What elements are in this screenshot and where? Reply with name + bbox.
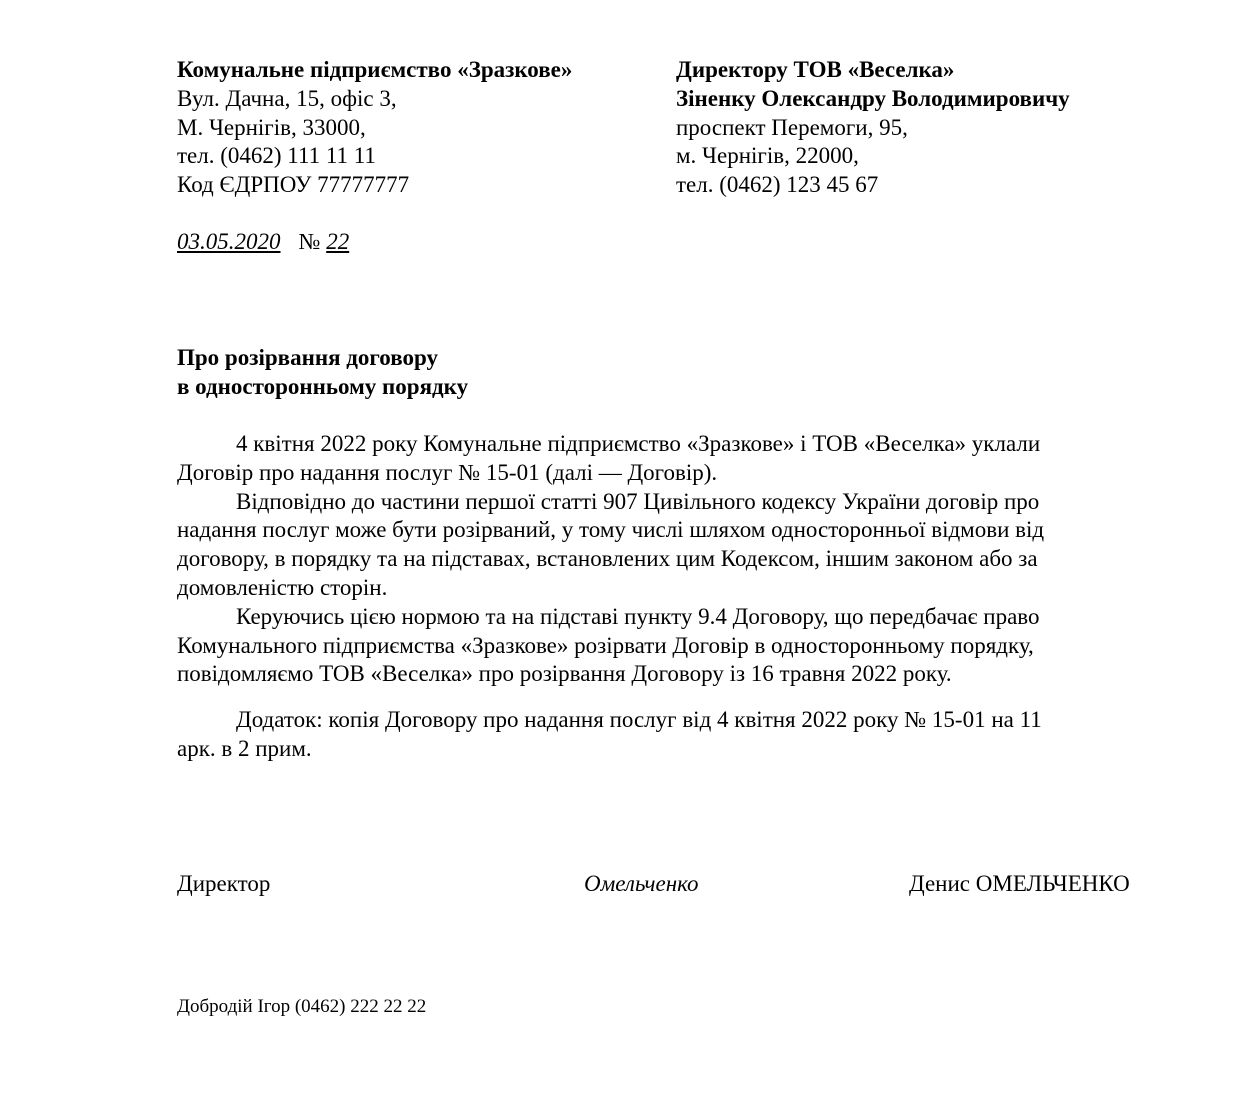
registration-number-sign: № xyxy=(298,229,321,254)
registration-number: 22 xyxy=(326,229,350,254)
sender-phone: тел. (0462) 111 11 11 xyxy=(177,143,376,169)
subject-line-2: в односторонньому порядку xyxy=(177,373,469,399)
signatory-position: Директор xyxy=(177,871,271,896)
paragraph-2-line-4: домовленістю сторін. xyxy=(177,574,388,600)
registration-line xyxy=(177,228,349,257)
subject-line-1: Про розірвання договору xyxy=(177,345,438,370)
paragraph-2-line-1: Відповідно до частини першої статті 907 Цивільного кодексу України договір про xyxy=(236,488,1040,514)
sender-code: Код ЄДРПОУ 77777777 xyxy=(177,172,410,198)
recipient-street: проспект Перемоги, 95, xyxy=(676,114,908,140)
paragraph-2-line-2: надання послуг може бути розірваний, у тому числі шляхом односторонньої відмови від xyxy=(177,517,1045,543)
recipient-position: Директору ТОВ «Веселка» xyxy=(676,57,955,82)
attachment-line-2: арк. в 2 прим. xyxy=(177,735,312,761)
paragraph-3-line-1: Керуючись цією нормою та на підставі пункту 9.4 Договору, що передбачає право xyxy=(236,603,1040,629)
sender-city: М. Чернігів, 33000, xyxy=(177,114,366,140)
paragraph-spacer xyxy=(177,689,1137,706)
executor-note: Добродій Ігор (0462) 222 22 22 xyxy=(177,996,427,1017)
sender-block xyxy=(177,56,572,200)
paragraph-1-line-2: Договір про надання послуг № 15-01 (далі — Договір). xyxy=(177,459,718,485)
letter-body xyxy=(177,430,1137,764)
recipient-city: м. Чернігів, 22000, xyxy=(676,143,859,169)
signatory-name: Денис ОМЕЛЬЧЕНКО xyxy=(909,871,1130,896)
signature-block xyxy=(177,870,1167,900)
paragraph-1-line-1: 4 квітня 2022 року Комунальне підприємство «Зразкове» і ТОВ «Веселка» уклали xyxy=(236,431,1041,456)
sender-street: Вул. Дачна, 15, офіс 3, xyxy=(177,85,397,111)
registration-date: 03.05.2020 xyxy=(177,229,281,254)
recipient-phone: тел. (0462) 123 45 67 xyxy=(676,172,879,198)
paragraph-3-line-2: Комунального підприємства «Зразкове» розірвати Договір в односторонньому порядку, xyxy=(177,632,1034,658)
recipient-block xyxy=(676,56,1070,200)
signatory-signature: Омельченко xyxy=(584,871,699,896)
paragraph-3-line-3: повідомляємо ТОВ «Веселка» про розірвання Договору із 16 травня 2022 року. xyxy=(177,661,952,687)
recipient-name: Зіненку Олександру Володимировичу xyxy=(676,85,1070,111)
letter-subject xyxy=(177,344,468,402)
sender-name: Комунальне підприємство «Зразкове» xyxy=(177,57,573,82)
paragraph-2-line-3: договору, в порядку та на підставах, встановлених цим Кодексом, іншим законом або за xyxy=(177,546,1038,572)
attachment-line-1: Додаток: копія Договору про надання послуг від 4 квітня 2022 року № 15-01 на 11 xyxy=(236,707,1042,733)
